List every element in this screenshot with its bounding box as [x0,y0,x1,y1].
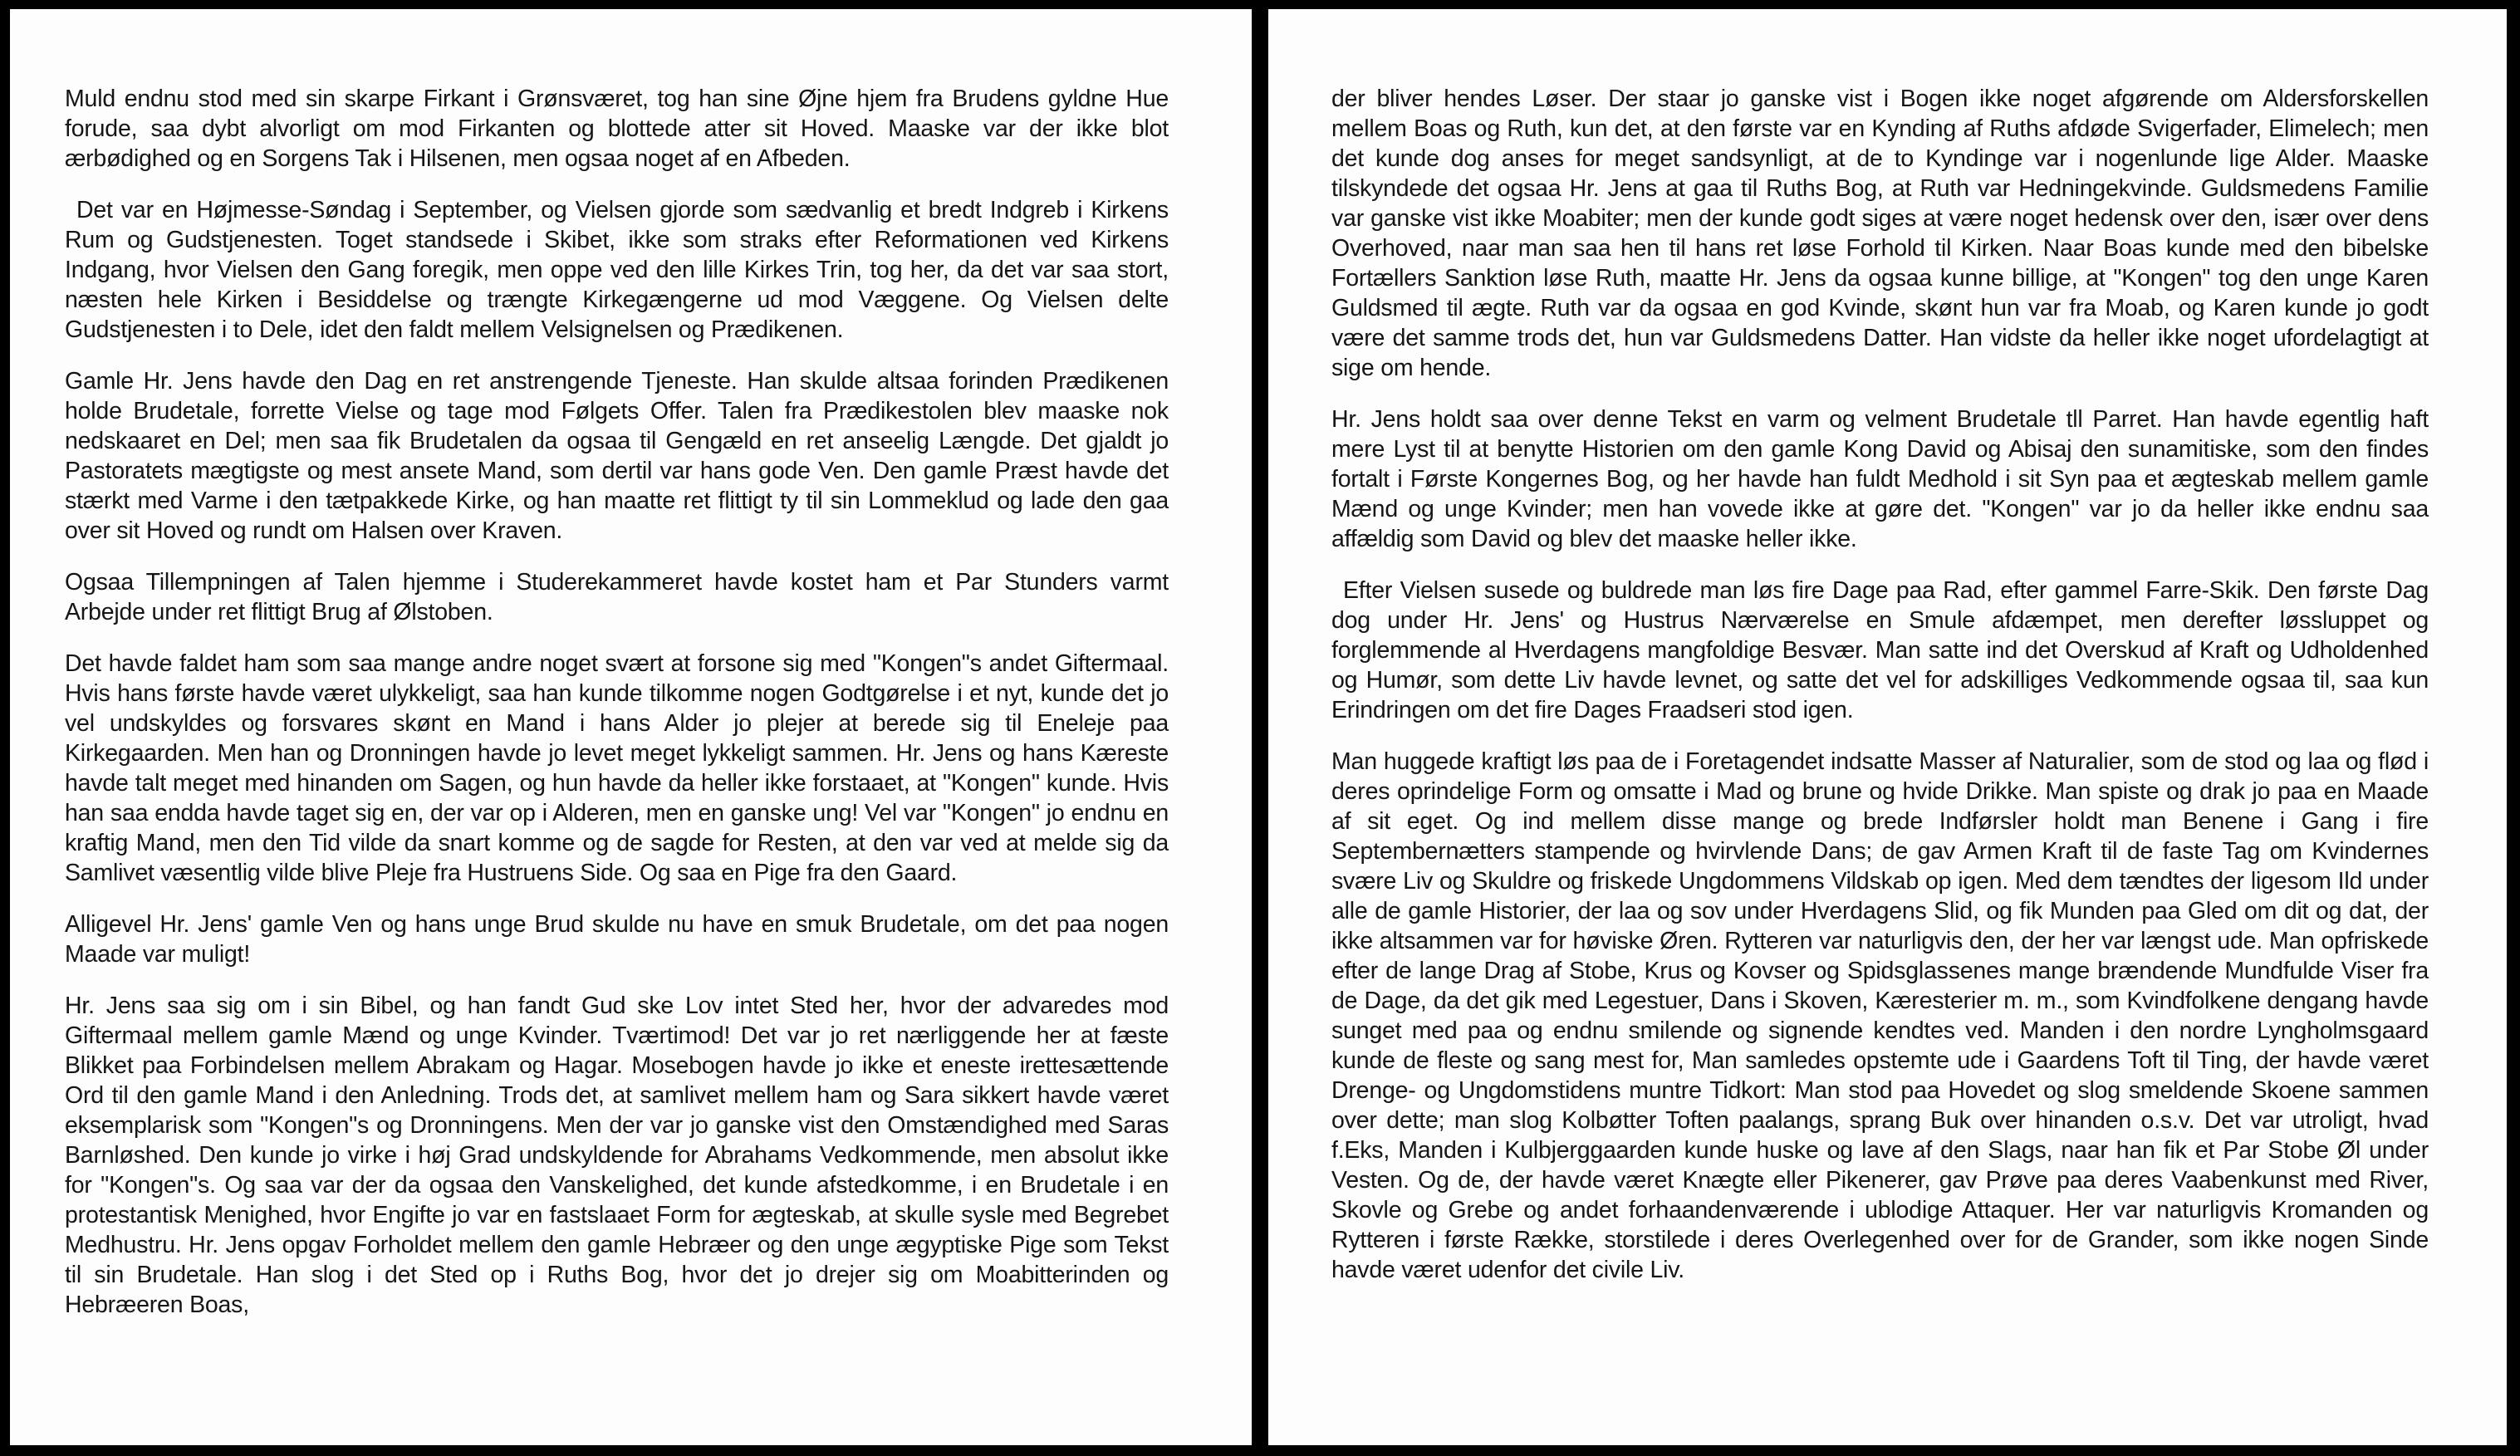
paragraph-left-6: Alligevel Hr. Jens' gamle Ven og hans unge Brud skulde nu have en smuk Brudetale, om det paa nogen Maade var muligt! [65,911,1169,968]
paragraph-left-3: Gamle Hr. Jens havde den Dag en ret anstrengende Tjeneste. Han skulde altsaa forinden Prædikenen holde Brudetale, forrette Vielse og tage mod Følgets Offer. Talen fra Prædikestolen blev maaske nok nedskaaret en Del; men saa fik Brudetalen da ogsaa til Gengæld en ret anseelig Længde. Det gjaldt jo Pastoratets mægtigste og mest ansete Mand, som dertil var hans gode Ven. Den gamle Præst havde det stærkt med Varme i den tætpakkede Kirke, og han maatte ret flittigt ty til sin Lommeklud og lade den gaa over sit Hoved og rundt om Halsen over Kraven. [65,368,1169,544]
paragraph-right-1: der bliver hendes Løser. Der staar jo ganske vist i Bogen ikke noget afgørende om Aldersforskellen mellem Boas og Ruth, kun det, at den første var en Kynding af Ruths afdøde Svigerfader, Elimelech; men det kunde dog anses for meget sandsynligt, at de to Kyndinge var i nogenlunde lige Alder. Maaske tilskyndede det ogsaa Hr. Jens at gaa til Ruths Bog, at Ruth var Hedningekvinde. Guldsmedens Familie var ganske vist ikke Moabiter; men der kunde godt siges at være noget hedensk over den, især over dens Overhoved, naar man saa hen til hans ret løse Forhold til Kirken. Naar Boas kunde med den bibelske Fortællers Sanktion løse Ruth, maatte Hr. Jens da ogsaa kunne billige, at "Kongen" tog den unge Karen Guldsmed til ægte. Ruth var da ogsaa en god Kvinde, skønt hun var fra Moab, og Karen kunde jo godt være det samme trods det, hun var Guldsmedens Datter. Han vidste da heller ikke noget ufordelagtigt at sige om hende. [1331,86,2429,381]
paragraph-left-7: Hr. Jens saa sig om i sin Bibel, og han fandt Gud ske Lov intet Sted her, hvor der advaredes mod Giftermaal mellem gamle Mænd og unge Kvinder. Tværtimod! Det var jo ret nærliggende her at fæste Blikket paa Forbindelsen mellem Abrakam og Hagar. Mosebogen havde jo ikke et eneste irettesættende Ord til den gamle Mand i den Anledning. Trods det, at samlivet mellem ham og Sara sikkert havde været eksemplarisk som "Kongen"s og Dronningens. Men der var jo ganske vist den Omstændighed med Saras Barnløshed. Den kunde jo virke i høj Grad undskyldende for Abrahams Vedkommende, men absolut ikke for "Kongen"s. Og saa var der da ogsaa den Vanskelighed, det kunde afstedkomme, i en Brudetale i en protestantisk Menighed, hvor Engifte jo var en fastslaaet Form for ægteskab, at skulle sysle med Begrebet Medhustru. Hr. Jens opgav Forholdet mellem den gamle Hebræer og den unge ægyptiske Pige som Tekst til sin Brudetale. Han slog i det Sted op i Ruths Bog, hvor det jo drejer sig om Moabitterinden og Hebræeren Boas, [65,993,1169,1318]
paragraph-left-2: Det var en Højmesse-Søndag i September, og Vielsen gjorde som sædvanlig et bredt Indgreb i Kirkens Rum og Gudstjenesten. Toget standsede i Skibet, ikke som straks efter Reformationen ved Kirkens Indgang, hvor Vielsen den Gang foregik, men oppe ved den lille Kirkes Trin, tog her, da det var saa stort, næsten hele Kirken i Besiddelse og trængte Kirkegængerne ud mod Væggene. Og Vielsen delte Gudstjenesten i to Dele, idet den faldt mellem Velsignelsen og Prædikenen. [65,197,1169,343]
page-gutter-divider [1252,0,1268,1456]
paragraph-left-5: Det havde faldet ham som saa mange andre noget svært at forsone sig med "Kongen"s andet Giftermaal. Hvis hans første havde været ulykkeligt, saa han kunde tilkomme nogen Godtgørelse i et nyt, kunde det jo vel undskyldes og forsvares skønt en Mand i hans Alder jo plejer at berede sig til Eneleje paa Kirkegaarden. Men han og Dronningen havde jo levet meget lykkeligt sammen. Hr. Jens og hans Kæreste havde talt meget med hinanden om Sagen, og hun havde da heller ikke forstaaet, at "Kongen" kunde. Hvis han saa endda havde taget sig en, der var op i Alderen, men en ganske ung! Vel var "Kongen" jo endnu en kraftig Mand, men den Tid vilde da snart komme og de sagde for Resten, at den var ved at melde sig da Samlivet væsentlig vilde blive Pleje fra Hustruens Side. Og saa en Pige fra den Gaard. [65,650,1169,886]
paragraph-right-2: Hr. Jens holdt saa over denne Tekst en varm og velment Brudetale tll Parret. Han havde egentlig haft mere Lyst til at benytte Historien om den gamle Kong David og Abisaj den sunamitiske, som den findes fortalt i Første Kongernes Bog, og her havde han fuldt Medhold i sit Syn paa et ægteskab mellem gamle Mænd og unge Kvinder; men han vovede ikke at gøre det. "Kongen" var jo da heller ikke endnu saa affældig som David og blev det maaske heller ikke. [1331,406,2429,552]
paragraph-left-1: Muld endnu stod med sin skarpe Firkant i Grønsværet, tog han sine Øjne hjem fra Brudens gyldne Hue forude, saa dybt alvorligt om mod Firkanten og blottede atter sit Hoved. Maaske var der ikke blot ærbødighed og en Sorgens Tak i Hilsenen, men ogsaa noget af en Afbeden. [65,86,1169,172]
paragraph-right-4: Man huggede kraftigt løs paa de i Foretagendet indsatte Masser af Naturalier, som de stod og laa og flød i deres oprindelige Form og omsatte i Mad og brune og hvide Drikke. Man spiste og drak jo paa en Maade af sit eget. Og ind mellem disse mange og brede Indførsler holdt man Benene i Gang i fire Septembernætters stampende og hvirvlende Dans; de gav Armen Kraft til de faste Tag om Kvindernes svære Liv og Skuldre og friskede Ungdommens Vildskab op igen. Med dem tændtes der ligesom Ild under alle de gamle Historier, der laa og sov under Hverdagens Slid, og fik Munden paa Gled om dit og dat, der ikke altsammen var for høviske Øren. Rytteren var naturligvis den, der her var længst ude. Man opfriskede efter de lange Drag af Stobe, Krus og Kovser og Spidsglassenes mange brændende Mundfulde Viser fra de Dage, da det gik med Legestuer, Dans i Skoven, Kæresterier m. m., som Kvindfolkene dengang havde sunget med paa og endnu smilende og signende kendtes ved. Manden i den nordre Lyngholmsgaard kunde de fleste og sang mest for, Man samledes opstemte ude i Gaardens Toft til Ting, der havde været Drenge- og Ungdomstidens muntre Tidkort: Man stod paa Hovedet og slog smeldende Skoene sammen over dette; man slog Kolbøtter Toften paalangs, sprang Buk over hinanden o.s.v. Det var utroligt, hvad f.Eks, Manden i Kulbjerggaarden kunde huske og lave af den Slags, naar han fik et Par Stobe Øl under Vesten. Og de, der havde været Knægte eller Pikenerer, gav Prøve paa deres Vaabenkunst med River, Skovle og Grebe og andet forhaandenværende i ublodige Attaquer. Her var naturligvis Kromanden og Rytteren i første Række, storstilede i deres Overlegenhed over for de Grander, som ikke nogen Sinde havde været udenfor det civile Liv. [1331,748,2429,1283]
page-right [1268,9,2507,1445]
paragraph-right-3: Efter Vielsen susede og buldrede man løs fire Dage paa Rad, efter gammel Farre-Skik. Den første Dag dog under Hr. Jens' og Hustrus Nærværelse en Smule afdæmpet, men derefter løssluppet og forglemmende al Hverdagens mangfoldige Besvær. Man satte ind det Overskud af Kraft og Udholdenhed og Humør, som dette Liv havde levnet, og satte det vel for adskilliges Vedkommende ogsaa til, saa kun Erindringen om det fire Dages Fraadseri stod igen. [1331,577,2429,723]
page-left [10,9,1252,1445]
paragraph-left-4: Ogsaa Tillempningen af Talen hjemme i Studerekammeret havde kostet ham et Par Stunders varmt Arbejde under ret flittigt Brug af Ølstoben. [65,569,1169,625]
